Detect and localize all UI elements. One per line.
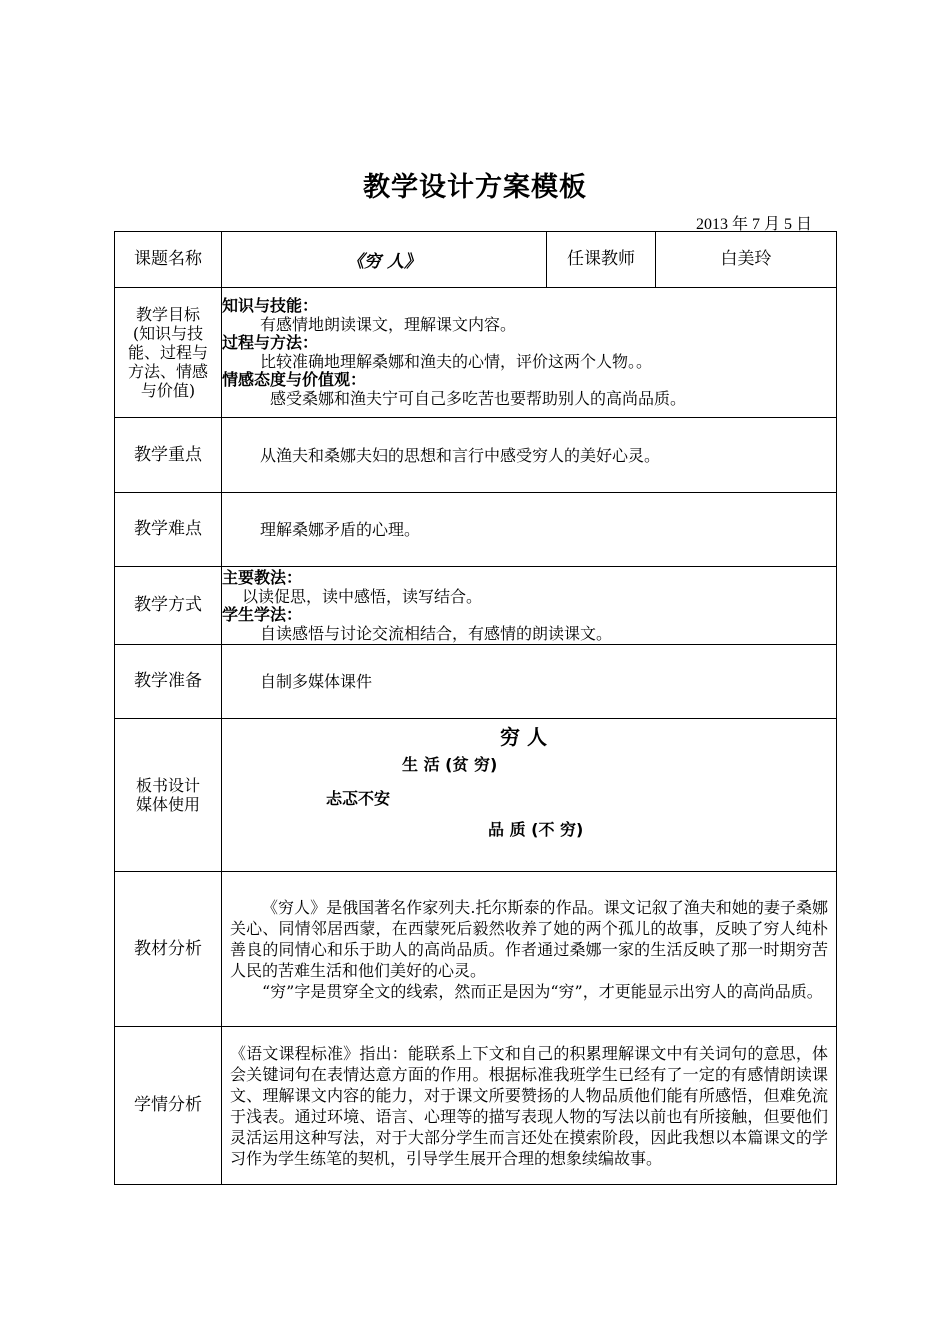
row-goals (115, 288, 837, 418)
row-board (115, 719, 837, 872)
label-board-line: 板书设计 (135, 776, 200, 795)
goals-content (222, 288, 837, 418)
lesson-plan-table (114, 231, 837, 1185)
board-line-life: 生 活 (贫 穷) (402, 755, 498, 774)
document-title: 教学设计方案模板 (363, 172, 587, 203)
focus-content (222, 418, 837, 493)
goals-text-process: 比较准确地理解桑娜和渔夫的心情，评价这两个人物。。 (260, 352, 653, 371)
teacher-name: 白美玲 (656, 232, 837, 288)
label-board-line: 媒体使用 (135, 795, 200, 814)
students-paragraph: 《语文课程标准》指出：能联系上下文和自己的积累理解课文中有关词句的意思，体会关键词句在表情达意方面的作用。根据标准我班学生已经有了一定的有感情朗读课文、理解课文内容的能力，对于课文所要赞扬的人物品质他们能有所感悟，但难免流于浅表。通过环境、语言、心理等的描写表现人物的写法以前也有所接触，但要他们灵活运用这种写法，对于大部分学生而言还处在摸索阶段，因此我想以本篇课文的学习作为学生练笔的契机，引导学生展开合理的想象续编故事。 (230, 1043, 828, 1168)
students-content (222, 1027, 837, 1185)
material-paragraph: “穷”字是贯穿全文的线索，然而正是因为“穷”，才更能显示出穷人的高尚品质。 (262, 981, 823, 1001)
label-difficulty: 教学难点 (115, 493, 222, 567)
method-heading-teaching: 主要教法： (222, 567, 303, 587)
label-prep: 教学准备 (115, 645, 222, 719)
row-method (115, 567, 837, 645)
label-goals-line: 教学目标 (135, 305, 200, 324)
lesson-title: 《穷 人》 (222, 232, 547, 288)
row-prep (115, 645, 837, 719)
row-difficulty (115, 493, 837, 567)
label-method: 教学方式 (115, 567, 222, 645)
document-date: 2013 年 7 月 5 日 (695, 216, 812, 233)
goals-heading-process: 过程与方法： (222, 333, 319, 352)
goals-heading-attitude: 情感态度与价值观： (222, 370, 367, 389)
row-topic (115, 232, 837, 288)
label-students: 学情分析 (115, 1027, 222, 1185)
goals-heading-knowledge: 知识与技能： (222, 296, 319, 315)
row-material (115, 872, 837, 1027)
label-goals-line: (知识与技 (132, 324, 204, 343)
goals-text-knowledge: 有感情地朗读课文，理解课文内容。 (260, 315, 517, 334)
board-content (222, 719, 837, 872)
difficulty-content (222, 493, 837, 567)
difficulty-text: 理解桑娜矛盾的心理。 (260, 520, 421, 539)
label-goals (115, 288, 222, 418)
board-title: 穷 人 (500, 725, 547, 749)
label-board (115, 719, 222, 872)
label-focus: 教学重点 (115, 418, 222, 493)
material-paragraph: 《穷人》是俄国著名作家列夫.托尔斯泰的作品。课文记叙了渔夫和她的妻子桑娜关心、同情邻居西蒙，在西蒙死后毅然收养了她的两个孤儿的故事，反映了穷人纯朴善良的同情心和乐于助人的高尚品质。作者通过桑娜一家的生活反映了那一时期穷苦人民的苦难生活和他们美好的心灵。 (230, 897, 828, 980)
label-goals-line: 与价值) (140, 381, 196, 400)
label-goals-line: 能、过程与 (127, 343, 208, 362)
method-content (222, 567, 837, 645)
label-teacher: 任课教师 (547, 232, 656, 288)
label-material: 教材分析 (115, 872, 222, 1027)
method-text-learning: 自读感悟与讨论交流相结合，有感情的朗读课文。 (260, 623, 613, 643)
focus-text: 从渔夫和桑娜夫妇的思想和言行中感受穷人的美好心灵。 (260, 445, 661, 465)
label-goals-line: 方法、情感 (127, 362, 208, 381)
method-heading-learning: 学生学法： (222, 604, 303, 624)
material-content (222, 872, 837, 1027)
row-focus (115, 418, 837, 493)
method-text-teaching: 以读促思，读中感悟，读写结合。 (242, 586, 483, 606)
board-line-anxious: 忐忑不安 (326, 789, 391, 808)
prep-content (222, 645, 837, 719)
row-students (115, 1027, 837, 1185)
board-line-quality: 品 质 (不 穷) (488, 820, 584, 839)
label-topic: 课题名称 (115, 232, 222, 288)
goals-text-attitude: 感受桑娜和渔夫宁可自己多吃苦也要帮助别人的高尚品质。 (270, 389, 687, 408)
prep-text: 自制多媒体课件 (260, 672, 373, 691)
